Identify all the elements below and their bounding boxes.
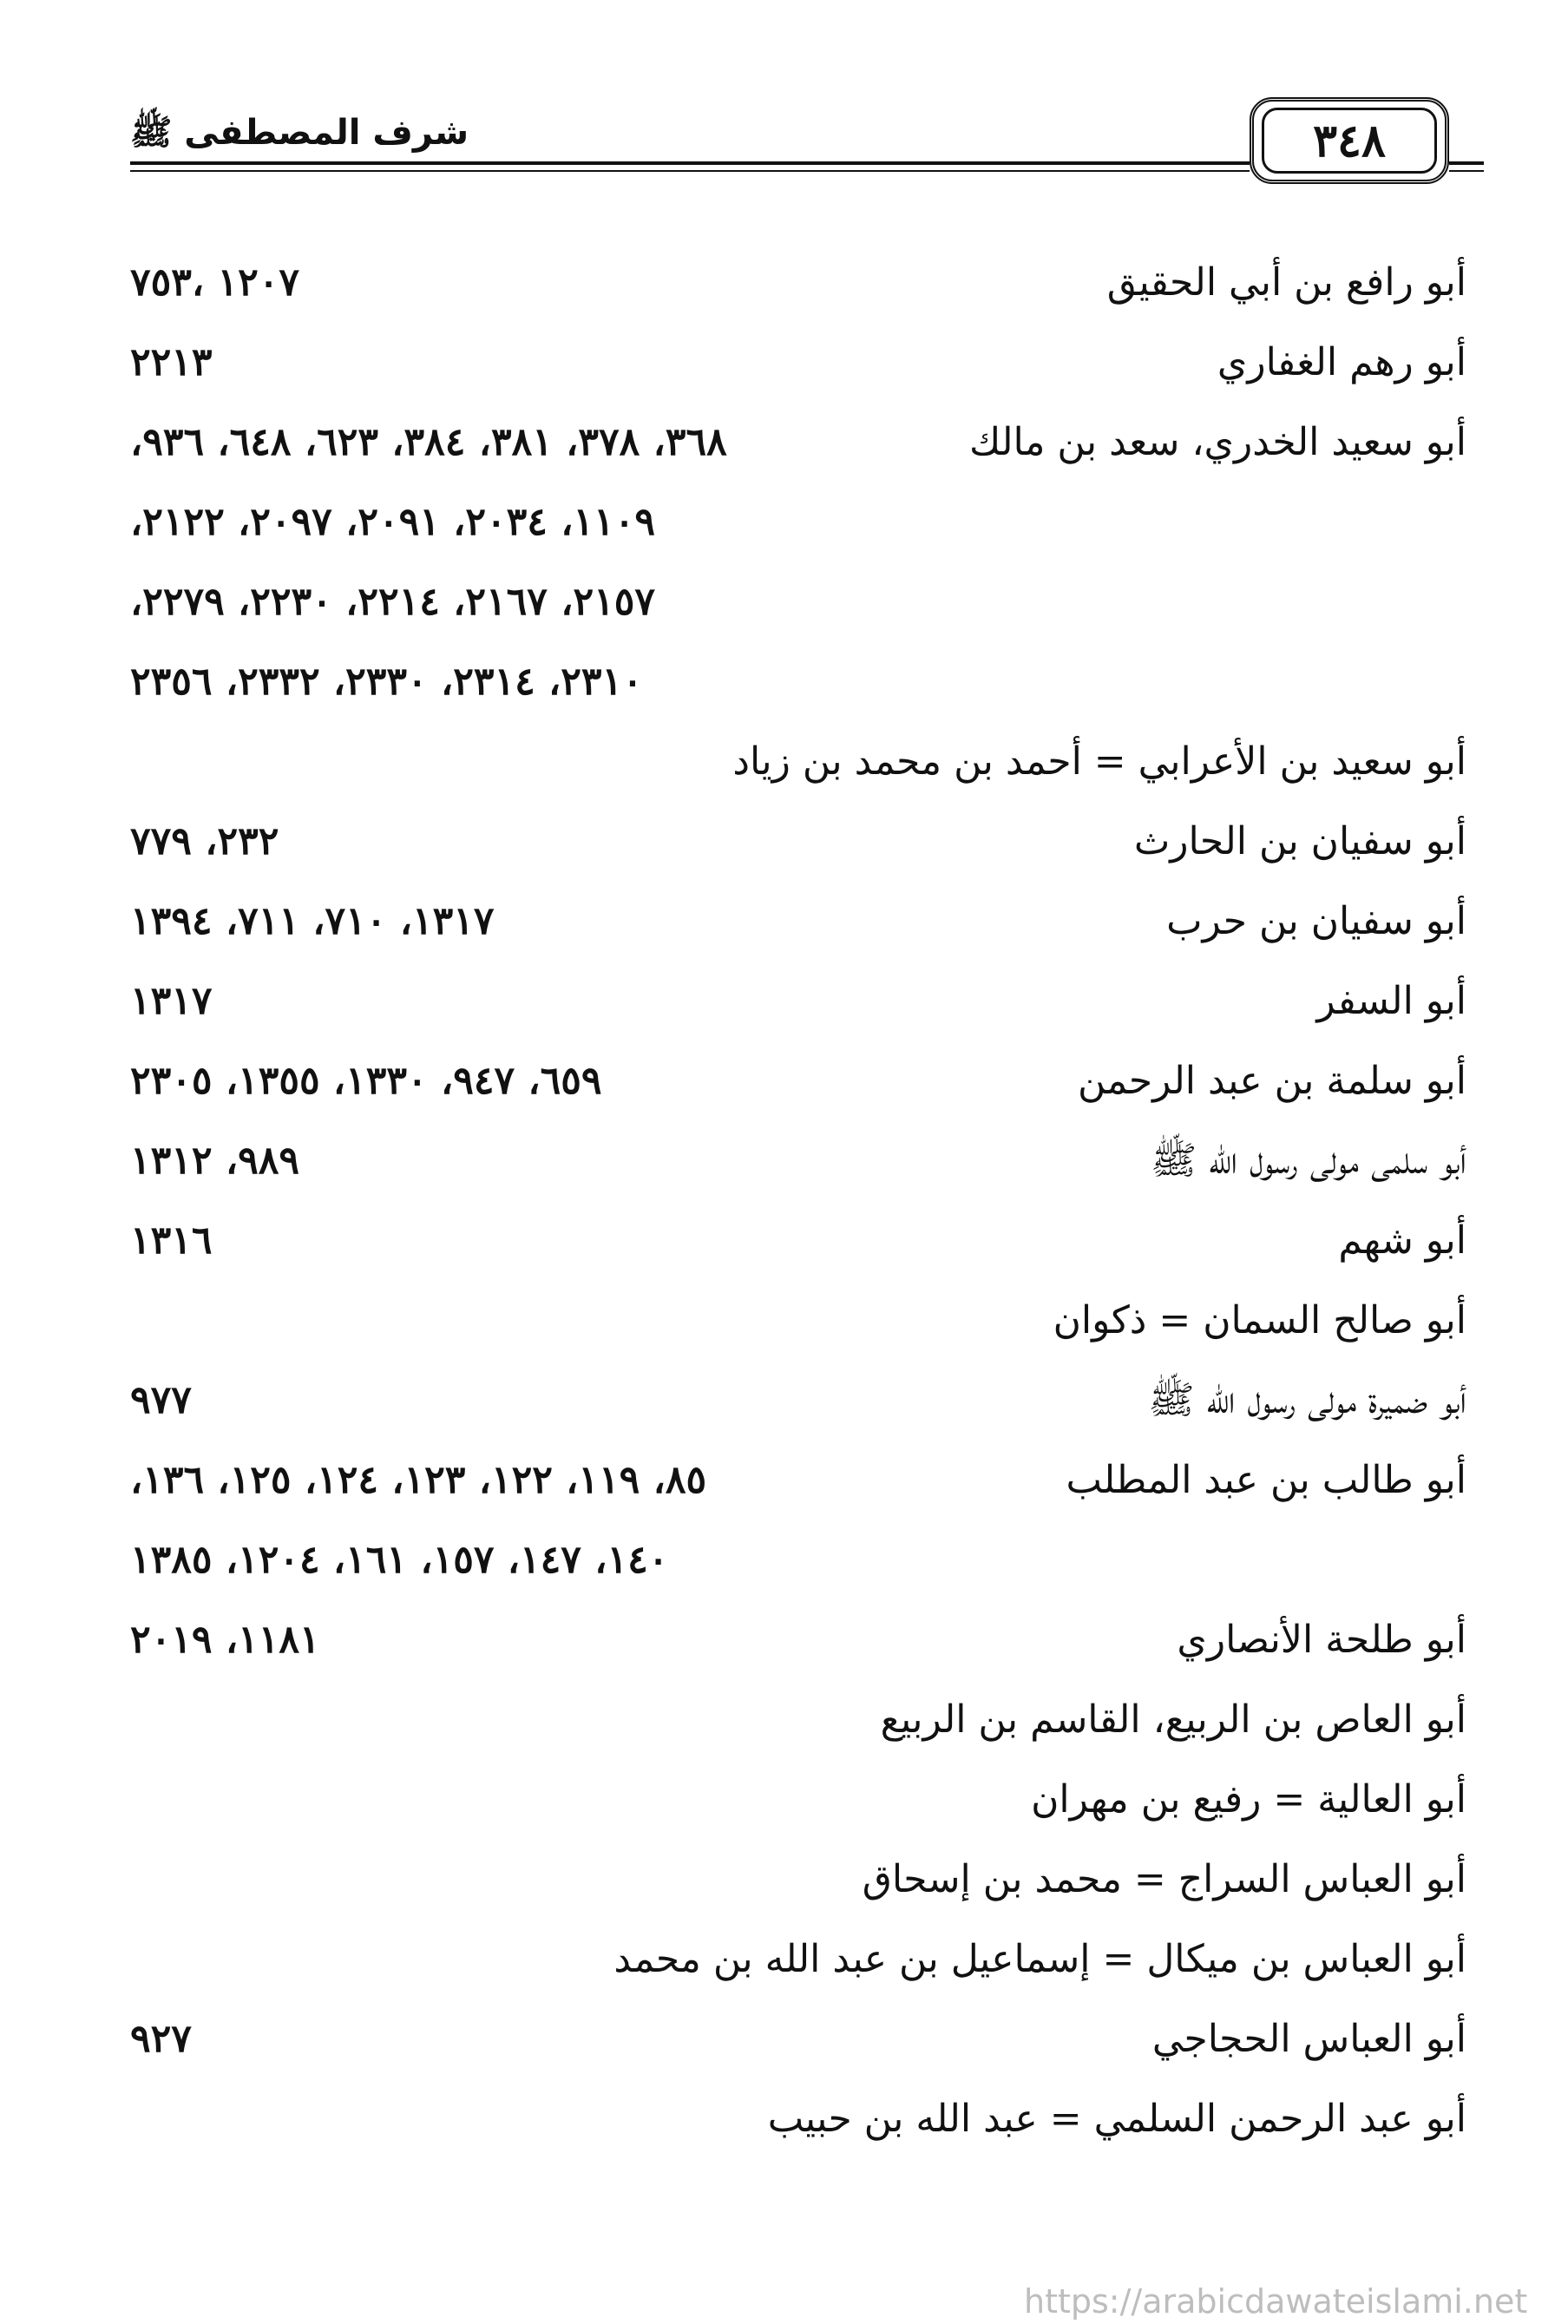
entry-name: أبو العباس بن ميكال = إسماعيل بن عبد الله بن محمد bbox=[613, 1937, 1466, 1981]
index-entry bbox=[130, 1201, 1466, 1281]
index-entry bbox=[130, 323, 1466, 403]
entry-name: أبو العاص بن الربيع، القاسم بن الربيع bbox=[880, 1697, 1466, 1742]
entry-name: أبو سفيان بن الحارث bbox=[1133, 819, 1466, 863]
entry-name: أبو طلحة الأنصاري bbox=[1177, 1618, 1466, 1662]
entry-page-numbers: ٢٣١٠، ٢٣١٤، ٢٣٣٠، ٢٣٣٢، ٢٣٥٦ bbox=[130, 660, 643, 704]
entry-line bbox=[130, 403, 1466, 483]
entry-line bbox=[130, 483, 1466, 562]
index-entry bbox=[130, 1281, 1466, 1361]
entry-line bbox=[130, 1760, 1466, 1840]
header-rule bbox=[1449, 161, 1484, 165]
entry-name: أبو العباس الحجاجي bbox=[1151, 2017, 1466, 2061]
entry-name: أبو شهم bbox=[1338, 1218, 1466, 1263]
entry-line bbox=[130, 1680, 1466, 1760]
entry-page-numbers: ١٢٠٧ ،٧٥٣ bbox=[130, 260, 299, 305]
entry-line bbox=[130, 1600, 1466, 1680]
entry-line bbox=[130, 882, 1466, 962]
entry-page-numbers: ٨٥، ١١٩، ١٢٢، ١٢٣، ١٢٤، ١٢٥، ١٣٦، bbox=[130, 1458, 707, 1502]
entry-line bbox=[130, 1520, 1466, 1600]
entry-name: أبو عبد الرحمن السلمي = عبد الله بن حبيب bbox=[767, 2097, 1466, 2141]
entry-name: أبو طالب بن عبد المطلب bbox=[1066, 1458, 1466, 1502]
index-entry bbox=[130, 1840, 1466, 1920]
page-number: ٣٤٨ bbox=[1262, 108, 1437, 174]
entry-name: أبو سلمى مولى رسول الله ﷺ bbox=[1151, 1139, 1466, 1183]
page-header bbox=[130, 97, 1484, 193]
entry-name: أبو سلمة بن عبد الرحمن bbox=[1077, 1059, 1466, 1103]
entry-line bbox=[130, 1201, 1466, 1281]
entry-name: أبو رهم الغفاري bbox=[1217, 340, 1466, 384]
entry-line bbox=[130, 722, 1466, 802]
entry-line bbox=[130, 1999, 1466, 2079]
entry-name: أبو العالية = رفيع بن مهران bbox=[1031, 1777, 1466, 1822]
entry-page-numbers: ١٣١٦ bbox=[130, 1218, 213, 1263]
index-entry bbox=[130, 882, 1466, 962]
entry-line bbox=[130, 962, 1466, 1041]
index-entry bbox=[130, 1441, 1466, 1600]
entry-page-numbers: ١٣١٧ bbox=[130, 979, 213, 1023]
entry-page-numbers: ٢٢١٣ bbox=[130, 340, 213, 384]
entry-line bbox=[130, 642, 1466, 722]
entry-page-numbers: ١٣١٧، ٧١٠، ٧١١، ١٣٩٤ bbox=[130, 899, 495, 943]
index-entry bbox=[130, 1600, 1466, 1680]
entry-name: أبو صالح السمان = ذكوان bbox=[1053, 1298, 1466, 1343]
entry-line bbox=[130, 1840, 1466, 1920]
entry-page-numbers: ٢٣٢، ٧٧٩ bbox=[130, 819, 279, 863]
header-rule bbox=[130, 161, 1250, 165]
index-entry bbox=[130, 722, 1466, 802]
entry-line bbox=[130, 323, 1466, 403]
index-entry bbox=[130, 1041, 1466, 1121]
entry-line bbox=[130, 1281, 1466, 1361]
entry-page-numbers: ٩٧٧ bbox=[130, 1378, 192, 1422]
entry-name: أبو سعيد بن الأعرابي = أحمد بن محمد بن زياد bbox=[732, 739, 1466, 784]
entry-line bbox=[130, 562, 1466, 642]
entry-line bbox=[130, 1920, 1466, 1999]
entry-page-numbers: ١١٨١، ٢٠١٩ bbox=[130, 1618, 320, 1662]
index-entry bbox=[130, 1361, 1466, 1441]
entry-line bbox=[130, 1361, 1466, 1441]
entry-line bbox=[130, 243, 1466, 323]
entry-name: أبو سفيان بن حرب bbox=[1166, 899, 1466, 943]
entry-page-numbers: ٢١٥٧، ٢١٦٧، ٢٢١٤، ٢٢٣٠، ٢٢٧٩، bbox=[130, 580, 655, 624]
page-number-frame bbox=[1250, 97, 1449, 184]
entry-line bbox=[130, 1121, 1466, 1201]
index-entry bbox=[130, 802, 1466, 882]
entry-page-numbers: ٣٦٨، ٣٧٨، ٣٨١، ٣٨٤، ٦٢٣، ٦٤٨، ٩٣٦، bbox=[130, 420, 727, 464]
index-entry bbox=[130, 1760, 1466, 1840]
index-entry bbox=[130, 1999, 1466, 2079]
entry-line bbox=[130, 802, 1466, 882]
entry-page-numbers: ٩٨٩، ١٣١٢ bbox=[130, 1139, 299, 1183]
entry-line bbox=[130, 1041, 1466, 1121]
entry-line bbox=[130, 2079, 1466, 2159]
entry-page-numbers: ٩٢٧ bbox=[130, 2017, 192, 2061]
entry-name: أبو العباس السراج = محمد بن إسحاق bbox=[862, 1857, 1466, 1901]
entry-name: أبو سعيد الخدري، سعد بن مالك bbox=[968, 420, 1466, 464]
running-title: شرف المصطفى ﷺ bbox=[130, 113, 469, 153]
entry-line bbox=[130, 1441, 1466, 1520]
entry-name: أبو رافع بن أبي الحقيق bbox=[1106, 260, 1466, 305]
index-entry bbox=[130, 2079, 1466, 2159]
index-entry bbox=[130, 1121, 1466, 1201]
header-rule bbox=[1449, 170, 1484, 172]
watermark-url: https://arabicdawateislami.net bbox=[1024, 2282, 1528, 2321]
index-entry bbox=[130, 243, 1466, 323]
index-entry bbox=[130, 962, 1466, 1041]
entry-page-numbers: ١١٠٩، ٢٠٣٤، ٢٠٩١، ٢٠٩٧، ٢١٢٢، bbox=[130, 500, 655, 544]
entry-page-numbers: ١٤٠، ١٤٧، ١٥٧، ١٦١، ١٢٠٤، ١٣٨٥ bbox=[130, 1538, 669, 1582]
index-entry bbox=[130, 1920, 1466, 1999]
entry-name: أبو ضميرة مولى رسول الله ﷺ bbox=[1148, 1378, 1466, 1422]
entry-name: أبو السفر bbox=[1316, 979, 1466, 1023]
index-entry bbox=[130, 403, 1466, 722]
entry-page-numbers: ٦٥٩، ٩٤٧، ١٣٣٠، ١٣٥٥، ٢٣٠٥ bbox=[130, 1059, 602, 1103]
header-rule bbox=[130, 170, 1250, 172]
index-entries bbox=[130, 243, 1466, 2159]
index-entry bbox=[130, 1680, 1466, 1760]
